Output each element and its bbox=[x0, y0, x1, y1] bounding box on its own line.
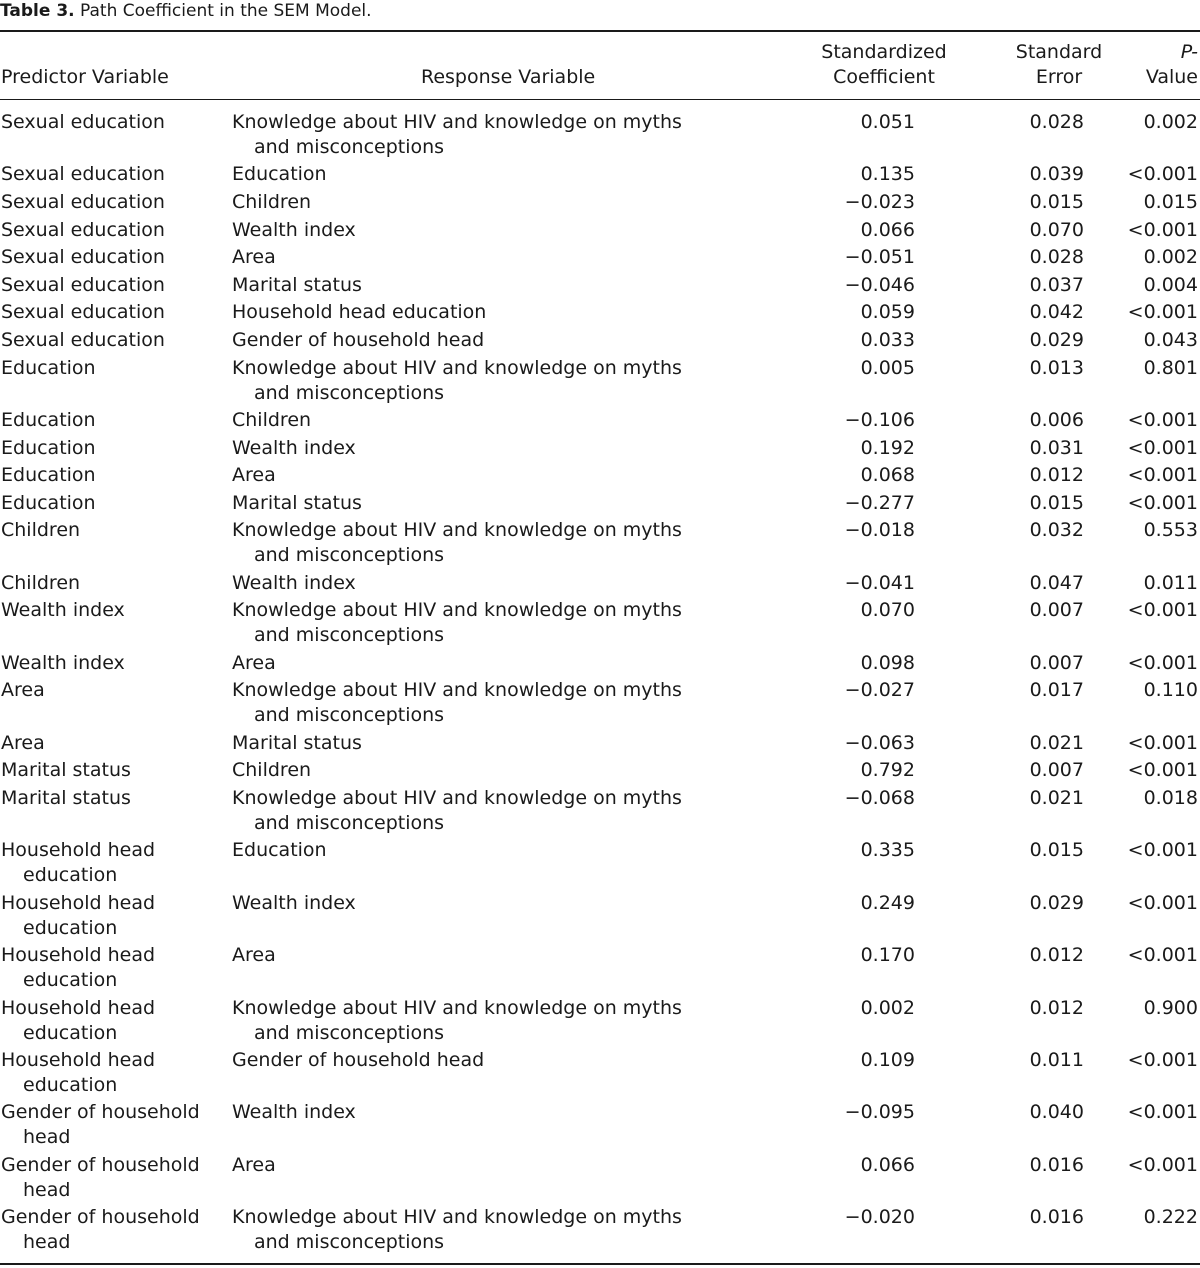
header-predictor: Predictor Variable bbox=[1, 66, 169, 88]
coefficient-cell: −0.041 bbox=[844, 571, 915, 594]
p-value-cell: <0.001 bbox=[1127, 651, 1198, 674]
p-value-cell: 0.801 bbox=[1143, 356, 1198, 379]
p-value-cell: 0.015 bbox=[1143, 191, 1198, 213]
header-standard-error bbox=[1000, 40, 1118, 90]
response-cell: Wealth index bbox=[232, 1101, 356, 1124]
p-value-cell: 0.011 bbox=[1143, 571, 1198, 594]
header-coefficient-line1: Standardized bbox=[821, 41, 947, 63]
standard-error-cell: 0.037 bbox=[1029, 273, 1084, 296]
response-cell: Knowledge about HIV and knowledge on myths and misconceptions bbox=[232, 787, 682, 834]
header-p-value-line1: P- bbox=[1180, 41, 1198, 63]
coefficient-cell: 0.005 bbox=[860, 356, 915, 379]
predictor-cell: Area bbox=[1, 731, 45, 754]
standard-error-cell: 0.016 bbox=[1029, 1206, 1084, 1229]
p-value-cell: 0.004 bbox=[1143, 273, 1198, 296]
p-value-cell: <0.001 bbox=[1127, 491, 1198, 514]
standard-error-cell: 0.016 bbox=[1029, 1153, 1084, 1176]
response-cell: Area bbox=[232, 651, 276, 674]
coefficient-cell: −0.051 bbox=[844, 246, 915, 269]
standard-error-cell: 0.032 bbox=[1029, 519, 1084, 542]
coefficient-cell: 0.066 bbox=[860, 1153, 915, 1176]
coefficient-cell: 0.051 bbox=[860, 111, 915, 133]
response-cell: Marital status bbox=[232, 273, 362, 296]
standard-error-cell: 0.070 bbox=[1029, 218, 1084, 241]
predictor-cell: Household head education bbox=[1, 944, 156, 992]
coefficient-cell: 0.059 bbox=[860, 301, 915, 324]
response-cell: Area bbox=[232, 246, 276, 269]
standard-error-cell: 0.040 bbox=[1029, 1101, 1084, 1124]
standard-error-cell: 0.007 bbox=[1029, 651, 1084, 674]
coefficient-cell: 0.068 bbox=[860, 464, 915, 487]
response-cell: Gender of household head bbox=[232, 329, 485, 351]
predictor-cell: Education bbox=[1, 356, 96, 379]
standard-error-cell: 0.007 bbox=[1029, 599, 1084, 622]
p-value-cell: 0.222 bbox=[1143, 1206, 1198, 1229]
predictor-cell: Sexual education bbox=[1, 191, 165, 213]
table-title: Path Coefficient in the SEM Model. bbox=[80, 1, 372, 21]
predictor-cell: Children bbox=[1, 571, 81, 594]
predictor-cell: Marital status bbox=[1, 787, 131, 809]
standard-error-cell: 0.042 bbox=[1029, 301, 1084, 324]
predictor-cell: Gender of household head bbox=[1, 1153, 200, 1201]
p-value-cell: <0.001 bbox=[1127, 731, 1198, 754]
p-value-cell: <0.001 bbox=[1127, 163, 1198, 186]
p-value-cell: 0.018 bbox=[1143, 787, 1198, 809]
p-value-cell: <0.001 bbox=[1127, 1101, 1198, 1124]
standard-error-cell: 0.021 bbox=[1029, 787, 1084, 809]
coefficient-cell: −0.020 bbox=[844, 1206, 915, 1229]
p-value-cell: <0.001 bbox=[1127, 599, 1198, 622]
predictor-cell: Wealth index bbox=[1, 599, 125, 622]
response-cell: Knowledge about HIV and knowledge on myths and misconceptions bbox=[232, 679, 682, 727]
response-cell: Knowledge about HIV and knowledge on myths and misconceptions bbox=[232, 1206, 682, 1254]
coefficient-cell: −0.068 bbox=[844, 787, 915, 809]
p-value-cell: <0.001 bbox=[1127, 891, 1198, 914]
p-value-cell: 0.002 bbox=[1143, 246, 1198, 269]
response-cell: Knowledge about HIV and knowledge on myths and misconceptions bbox=[232, 519, 682, 567]
standard-error-cell: 0.017 bbox=[1029, 679, 1084, 702]
response-cell: Education bbox=[232, 839, 327, 862]
response-cell: Marital status bbox=[232, 491, 362, 514]
p-value-cell: 0.110 bbox=[1143, 679, 1198, 702]
coefficient-cell: 0.033 bbox=[860, 329, 915, 351]
standard-error-cell: 0.039 bbox=[1029, 163, 1084, 186]
predictor-cell: Household head education bbox=[1, 839, 156, 887]
coefficient-cell: −0.277 bbox=[844, 491, 915, 514]
standard-error-cell: 0.015 bbox=[1029, 191, 1084, 213]
p-value-cell: <0.001 bbox=[1127, 759, 1198, 782]
p-value-cell: <0.001 bbox=[1127, 436, 1198, 459]
header-response: Response Variable bbox=[421, 66, 596, 88]
p-value-cell: <0.001 bbox=[1127, 1153, 1198, 1176]
standard-error-cell: 0.028 bbox=[1029, 246, 1084, 269]
standard-error-cell: 0.047 bbox=[1029, 571, 1084, 594]
predictor-cell: Sexual education bbox=[1, 273, 165, 296]
coefficient-cell: −0.063 bbox=[844, 731, 915, 754]
response-cell: Children bbox=[232, 409, 312, 431]
p-value-cell: 0.043 bbox=[1143, 329, 1198, 351]
header-p-value bbox=[1130, 40, 1198, 90]
predictor-cell: Sexual education bbox=[1, 111, 165, 133]
response-cell: Marital status bbox=[232, 731, 362, 754]
p-value-cell: <0.001 bbox=[1127, 1049, 1198, 1071]
predictor-cell: Household head education bbox=[1, 891, 156, 939]
table-label: Table 3. bbox=[0, 1, 75, 21]
response-cell: Household head education bbox=[232, 301, 487, 324]
coefficient-cell: −0.046 bbox=[844, 273, 915, 296]
predictor-cell: Education bbox=[1, 464, 96, 487]
response-cell: Wealth index bbox=[232, 436, 356, 459]
predictor-cell: Education bbox=[1, 436, 96, 459]
predictor-cell: Sexual education bbox=[1, 163, 165, 186]
bottom-rule bbox=[0, 1263, 1200, 1265]
p-value-cell: <0.001 bbox=[1127, 464, 1198, 487]
predictor-cell: Wealth index bbox=[1, 651, 125, 674]
p-value-cell: <0.001 bbox=[1127, 944, 1198, 967]
predictor-cell: Gender of household head bbox=[1, 1101, 200, 1149]
standard-error-cell: 0.011 bbox=[1029, 1049, 1084, 1071]
coefficient-cell: 0.335 bbox=[860, 839, 915, 862]
coefficient-cell: −0.018 bbox=[844, 519, 915, 542]
predictor-cell: Marital status bbox=[1, 759, 131, 782]
standard-error-cell: 0.021 bbox=[1029, 731, 1084, 754]
predictor-cell: Sexual education bbox=[1, 246, 165, 269]
header-coefficient bbox=[800, 40, 968, 90]
top-rule bbox=[0, 30, 1200, 32]
p-value-cell: 0.900 bbox=[1143, 996, 1198, 1019]
coefficient-cell: −0.023 bbox=[844, 191, 915, 213]
coefficient-cell: 0.070 bbox=[860, 599, 915, 622]
response-cell: Knowledge about HIV and knowledge on myths and misconceptions bbox=[232, 599, 682, 647]
standard-error-cell: 0.012 bbox=[1029, 996, 1084, 1019]
header-p-value-line2: Value bbox=[1145, 66, 1198, 88]
response-cell: Knowledge about HIV and knowledge on myths and misconceptions bbox=[232, 111, 682, 158]
header-standard-error-line2: Error bbox=[1035, 66, 1083, 88]
p-value-cell: <0.001 bbox=[1127, 409, 1198, 431]
coefficient-cell: 0.135 bbox=[860, 163, 915, 186]
coefficient-cell: −0.027 bbox=[844, 679, 915, 702]
p-value-cell: 0.002 bbox=[1143, 111, 1198, 133]
coefficient-cell: 0.109 bbox=[860, 1049, 915, 1071]
response-cell: Wealth index bbox=[232, 218, 356, 241]
standard-error-cell: 0.006 bbox=[1029, 409, 1084, 431]
standard-error-cell: 0.012 bbox=[1029, 464, 1084, 487]
coefficient-cell: 0.249 bbox=[860, 891, 915, 914]
predictor-cell: Education bbox=[1, 409, 96, 431]
predictor-cell: Area bbox=[1, 679, 45, 702]
header-rule bbox=[0, 99, 1200, 100]
standard-error-cell: 0.015 bbox=[1029, 491, 1084, 514]
response-cell: Wealth index bbox=[232, 891, 356, 914]
response-cell: Area bbox=[232, 464, 276, 487]
response-cell: Knowledge about HIV and knowledge on myths and misconceptions bbox=[232, 356, 682, 404]
standard-error-cell: 0.015 bbox=[1029, 839, 1084, 862]
standard-error-cell: 0.029 bbox=[1029, 329, 1084, 351]
predictor-cell: Sexual education bbox=[1, 301, 165, 324]
predictor-cell: Gender of household head bbox=[1, 1206, 200, 1254]
predictor-cell: Education bbox=[1, 491, 96, 514]
predictor-cell: Household head education bbox=[1, 1049, 156, 1096]
coefficient-cell: 0.002 bbox=[860, 996, 915, 1019]
response-cell: Wealth index bbox=[232, 571, 356, 594]
response-cell: Children bbox=[232, 759, 312, 782]
standard-error-cell: 0.007 bbox=[1029, 759, 1084, 782]
predictor-cell: Children bbox=[1, 519, 81, 542]
p-value-cell: 0.553 bbox=[1143, 519, 1198, 542]
p-value-cell: <0.001 bbox=[1127, 839, 1198, 862]
standard-error-cell: 0.029 bbox=[1029, 891, 1084, 914]
p-value-cell: <0.001 bbox=[1127, 218, 1198, 241]
coefficient-cell: 0.170 bbox=[860, 944, 915, 967]
p-value-cell: <0.001 bbox=[1127, 301, 1198, 324]
response-cell: Children bbox=[232, 191, 312, 213]
coefficient-cell: 0.098 bbox=[860, 651, 915, 674]
standard-error-cell: 0.012 bbox=[1029, 944, 1084, 967]
standard-error-cell: 0.028 bbox=[1029, 111, 1084, 133]
predictor-cell: Sexual education bbox=[1, 218, 165, 241]
predictor-cell: Sexual education bbox=[1, 329, 165, 351]
response-cell: Area bbox=[232, 1153, 276, 1176]
coefficient-cell: 0.792 bbox=[860, 759, 915, 782]
coefficient-cell: −0.095 bbox=[844, 1101, 915, 1124]
response-cell: Knowledge about HIV and knowledge on myths and misconceptions bbox=[232, 996, 682, 1044]
standard-error-cell: 0.013 bbox=[1029, 356, 1084, 379]
table-caption bbox=[0, 0, 1200, 24]
response-cell: Education bbox=[232, 163, 327, 186]
response-cell: Area bbox=[232, 944, 276, 967]
header-coefficient-line2: Coefficient bbox=[833, 66, 935, 88]
coefficient-cell: 0.066 bbox=[860, 218, 915, 241]
header-standard-error-line1: Standard bbox=[1015, 41, 1103, 63]
predictor-cell: Household head education bbox=[1, 996, 156, 1044]
standard-error-cell: 0.031 bbox=[1029, 436, 1084, 459]
coefficient-cell: 0.192 bbox=[860, 436, 915, 459]
response-cell: Gender of household head bbox=[232, 1049, 485, 1071]
coefficient-cell: −0.106 bbox=[844, 409, 915, 431]
